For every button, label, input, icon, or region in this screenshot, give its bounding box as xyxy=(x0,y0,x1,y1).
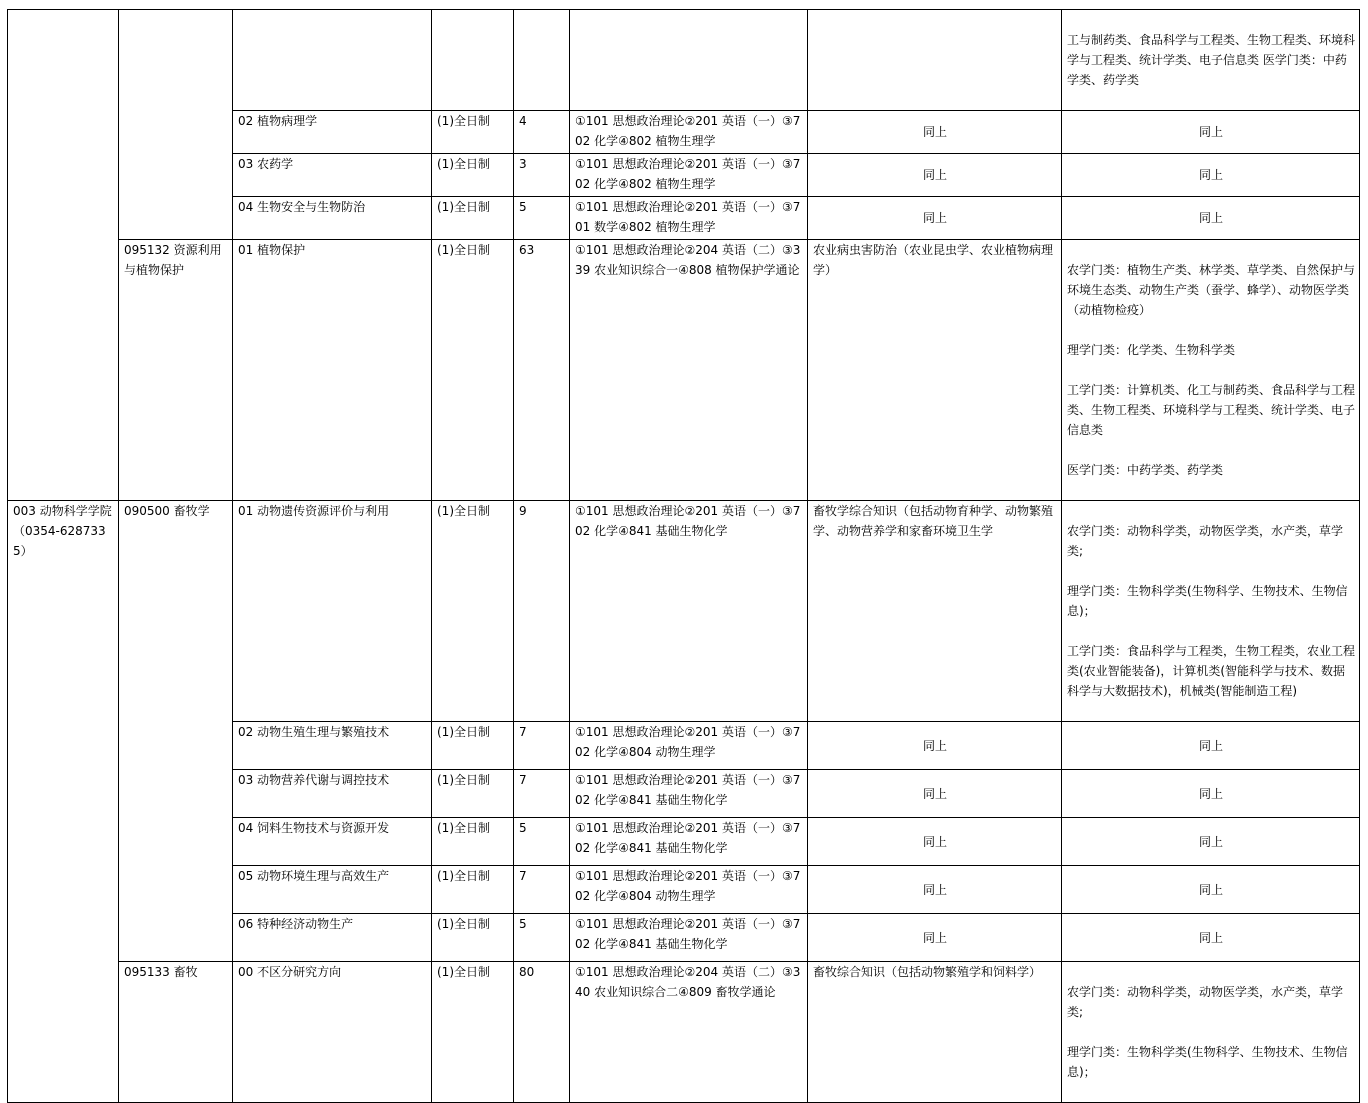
enrollment-count-cell: 5 xyxy=(514,197,570,240)
direction-cell: 02 动物生殖生理与繁殖技术 xyxy=(233,722,432,770)
exam-subjects-cell: ①101 思想政治理论②201 英语（一）③702 化学④804 动物生理学 xyxy=(570,866,808,914)
requirement-line: 农学门类：植物生产类、林学类、草学类、自然保护与环境生态类、动物生产类（蚕学、蜂学）、动物医学类（动植物检疫） xyxy=(1067,263,1356,317)
major-requirements-cell: 同上 xyxy=(1062,154,1360,197)
retest-subject-cell: 同上 xyxy=(808,197,1062,240)
exam-subjects-cell: ①101 思想政治理论②201 英语（一）③702 化学④802 植物生理学 xyxy=(570,111,808,154)
enrollment-count-cell: 63 xyxy=(514,240,570,501)
direction-cell: 04 生物安全与生物防治 xyxy=(233,197,432,240)
retest-subject-cell: 农业病虫害防治（农业昆虫学、农业植物病理学） xyxy=(808,240,1062,501)
study-mode-cell: (1)全日制 xyxy=(432,914,514,962)
exam-subjects-cell: ①101 思想政治理论②204 英语（二）③340 农业知识综合二④809 畜牧学通论 xyxy=(570,962,808,1103)
exam-subjects-cell: ①101 思想政治理论②201 英语（一）③702 化学④841 基础生物化学 xyxy=(570,770,808,818)
study-mode-cell: (1)全日制 xyxy=(432,770,514,818)
major-requirements-cell xyxy=(1062,240,1360,501)
direction-cell: 05 动物环境生理与高效生产 xyxy=(233,866,432,914)
direction-cell: 00 不区分研究方向 xyxy=(233,962,432,1103)
exam-subjects-cell xyxy=(570,10,808,111)
major-cell-continued xyxy=(119,10,233,240)
table-row xyxy=(8,240,1360,501)
enrollment-count-cell: 5 xyxy=(514,818,570,866)
requirement-line: 理学门类：生物科学类(生物科学、生物技术、生物信息)； xyxy=(1067,584,1348,618)
enrollment-count-cell: 4 xyxy=(514,111,570,154)
study-mode-cell: (1)全日制 xyxy=(432,962,514,1103)
retest-subject-cell: 同上 xyxy=(808,154,1062,197)
major-cell: 090500 畜牧学 xyxy=(119,501,233,962)
table-row xyxy=(8,962,1360,1103)
study-mode-cell: (1)全日制 xyxy=(432,240,514,501)
retest-subject-cell: 同上 xyxy=(808,722,1062,770)
direction-cell xyxy=(233,10,432,111)
direction-cell: 03 动物营养代谢与调控技术 xyxy=(233,770,432,818)
enrollment-count-cell: 7 xyxy=(514,722,570,770)
enrollment-count-cell: 7 xyxy=(514,770,570,818)
retest-subject-cell: 同上 xyxy=(808,818,1062,866)
major-requirements-cell: 同上 xyxy=(1062,722,1360,770)
retest-subject-cell: 同上 xyxy=(808,111,1062,154)
direction-cell: 01 动物遗传资源评价与利用 xyxy=(233,501,432,722)
enrollment-count-cell: 5 xyxy=(514,914,570,962)
study-mode-cell: (1)全日制 xyxy=(432,866,514,914)
major-requirements-cell xyxy=(1062,962,1360,1103)
requirement-line: 理学门类：化学类、生物科学类 xyxy=(1067,343,1236,357)
major-cell: 095133 畜牧 xyxy=(119,962,233,1103)
enrollment-count-cell: 9 xyxy=(514,501,570,722)
table-row xyxy=(8,501,1360,722)
enrollment-count-cell: 7 xyxy=(514,866,570,914)
direction-cell: 02 植物病理学 xyxy=(233,111,432,154)
major-requirements-cell xyxy=(1062,501,1360,722)
enrollment-count-cell: 80 xyxy=(514,962,570,1103)
retest-subject-cell: 畜牧学综合知识（包括动物育种学、动物繁殖学、动物营养学和家畜环境卫生学 xyxy=(808,501,1062,722)
retest-subject-cell xyxy=(808,10,1062,111)
retest-subject-cell: 同上 xyxy=(808,770,1062,818)
retest-subject-cell: 同上 xyxy=(808,914,1062,962)
major-cell: 095132 资源利用与植物保护 xyxy=(119,240,233,501)
requirement-line: 理学门类：生物科学类(生物科学、生物技术、生物信息)； xyxy=(1067,1045,1348,1079)
study-mode-cell: (1)全日制 xyxy=(432,111,514,154)
study-mode-cell: (1)全日制 xyxy=(432,818,514,866)
enrollment-count-cell: 3 xyxy=(514,154,570,197)
major-requirements-cell: 同上 xyxy=(1062,818,1360,866)
study-mode-cell: (1)全日制 xyxy=(432,722,514,770)
exam-subjects-cell: ①101 思想政治理论②201 英语（一）③702 化学④802 植物生理学 xyxy=(570,154,808,197)
exam-subjects-cell: ①101 思想政治理论②201 英语（一）③702 化学④841 基础生物化学 xyxy=(570,914,808,962)
major-requirements-cell xyxy=(1062,10,1360,111)
requirement-line: 工学门类：食品科学与工程类，生物工程类，农业工程类(农业智能装备)，计算机类(智能科学与技术、数据科学与大数据技术)，机械类(智能制造工程) xyxy=(1067,644,1356,698)
requirement-line: 农学门类：动物科学类，动物医学类，水产类，草学类; xyxy=(1067,524,1344,558)
study-mode-cell: (1)全日制 xyxy=(432,197,514,240)
study-mode-cell: (1)全日制 xyxy=(432,501,514,722)
major-requirements-cell: 同上 xyxy=(1062,197,1360,240)
enrollment-count-cell xyxy=(514,10,570,111)
study-mode-cell xyxy=(432,10,514,111)
retest-subject-cell: 畜牧综合知识（包括动物繁殖学和饲料学） xyxy=(808,962,1062,1103)
major-requirements-cell: 同上 xyxy=(1062,770,1360,818)
exam-subjects-cell: ①101 思想政治理论②201 英语（一）③702 化学④841 基础生物化学 xyxy=(570,501,808,722)
table-row xyxy=(8,10,1360,111)
exam-subjects-cell: ①101 思想政治理论②201 英语（一）③702 化学④804 动物生理学 xyxy=(570,722,808,770)
direction-cell: 03 农药学 xyxy=(233,154,432,197)
exam-subjects-cell: ①101 思想政治理论②204 英语（二）③339 农业知识综合一④808 植物保护学通论 xyxy=(570,240,808,501)
major-requirements-cell: 同上 xyxy=(1062,914,1360,962)
study-mode-cell: (1)全日制 xyxy=(432,154,514,197)
college-cell-continued xyxy=(8,10,119,501)
college-cell: 003 动物科学学院 （0354-6287335） xyxy=(8,501,119,1103)
requirement-line: 医学门类：中药学类、药学类 xyxy=(1067,463,1224,477)
requirement-line: 工与制药类、食品科学与工程类、生物工程类、环境科学与工程类、统计学类、电子信息类 医学门类：中药学类、药学类 xyxy=(1067,33,1356,87)
major-requirements-cell: 同上 xyxy=(1062,866,1360,914)
admissions-catalog-table xyxy=(7,9,1360,1103)
exam-subjects-cell: ①101 思想政治理论②201 英语（一）③702 化学④841 基础生物化学 xyxy=(570,818,808,866)
direction-cell: 06 特种经济动物生产 xyxy=(233,914,432,962)
major-requirements-cell: 同上 xyxy=(1062,111,1360,154)
requirement-line: 工学门类：计算机类、化工与制药类、食品科学与工程类、生物工程类、环境科学与工程类、统计学类、电子信息类 xyxy=(1067,383,1356,437)
direction-cell: 01 植物保护 xyxy=(233,240,432,501)
retest-subject-cell: 同上 xyxy=(808,866,1062,914)
requirement-line: 农学门类：动物科学类，动物医学类，水产类，草学类; xyxy=(1067,985,1344,1019)
direction-cell: 04 饲料生物技术与资源开发 xyxy=(233,818,432,866)
exam-subjects-cell: ①101 思想政治理论②201 英语（一）③701 数学④802 植物生理学 xyxy=(570,197,808,240)
